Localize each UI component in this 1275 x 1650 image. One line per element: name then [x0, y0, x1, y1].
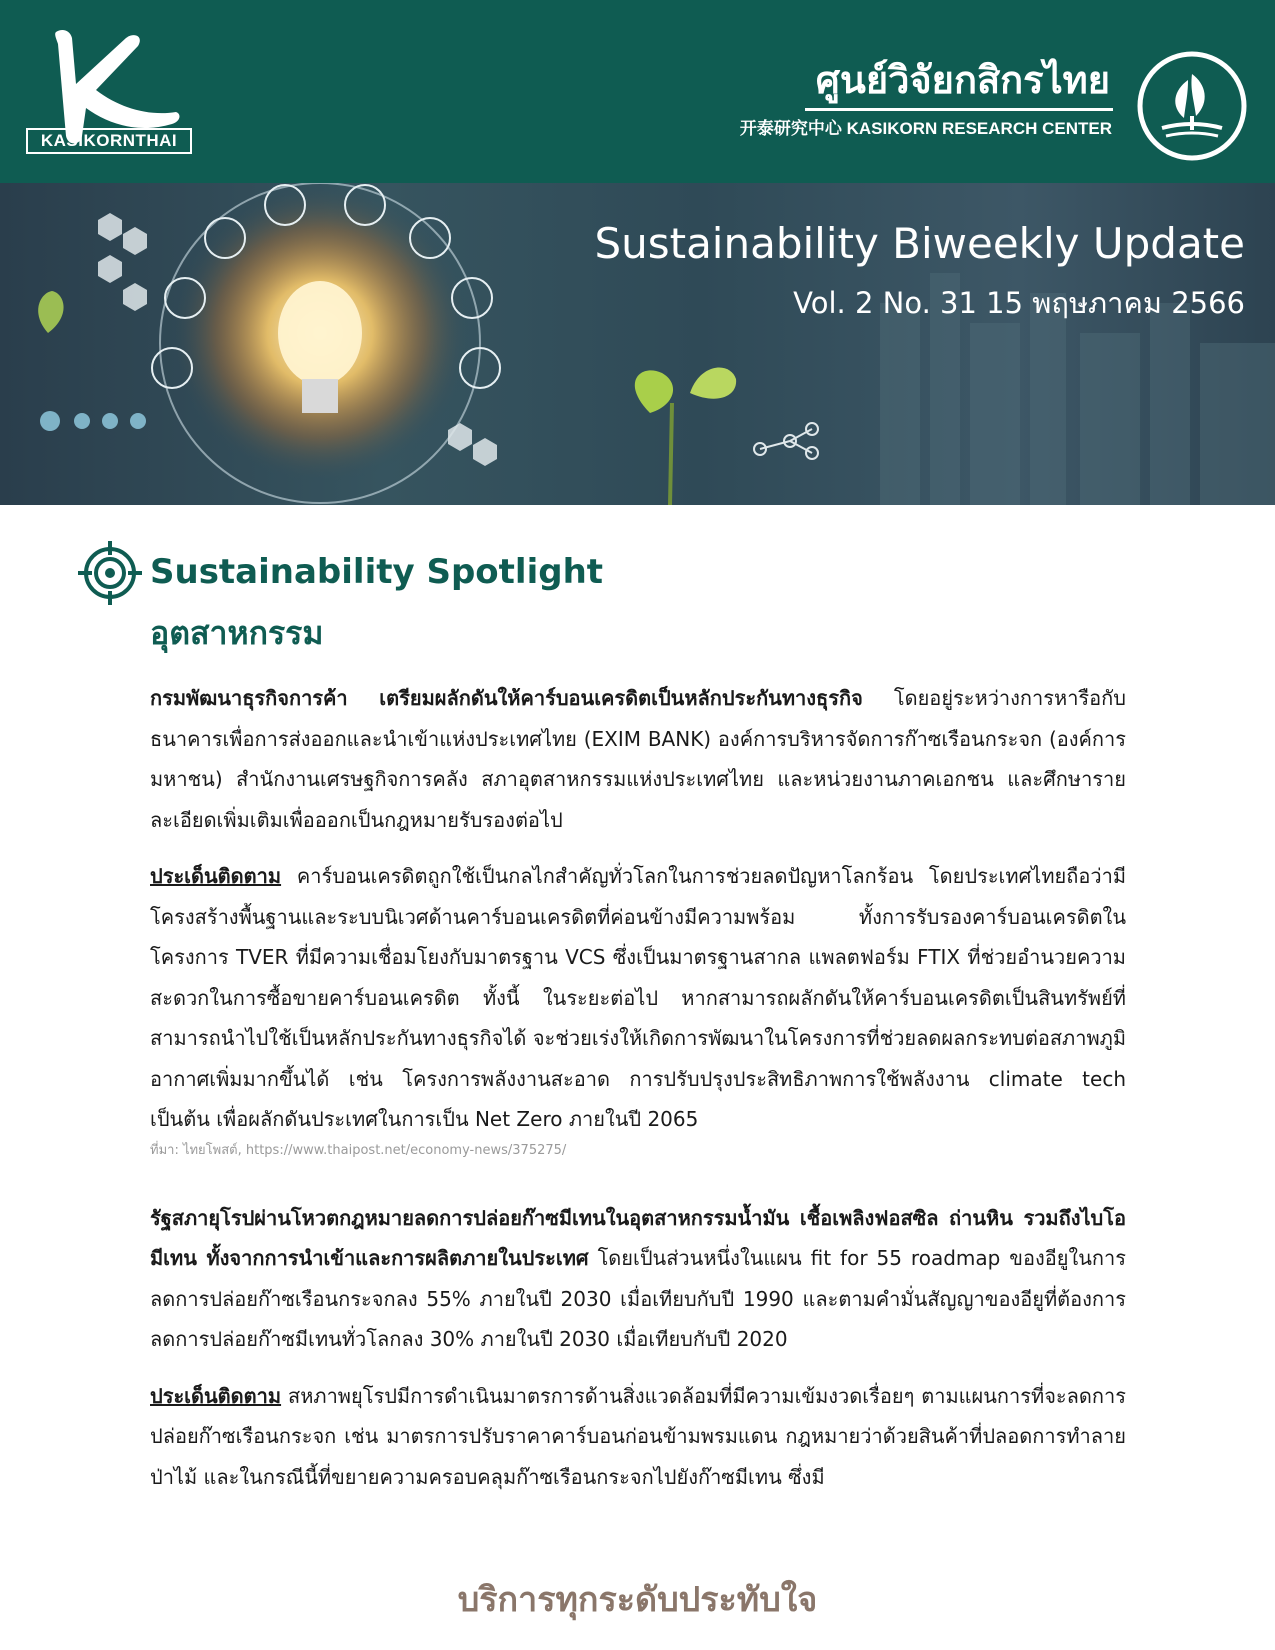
section-heading: Sustainability Spotlight: [150, 552, 604, 592]
kasikornthai-wordmark: KASIKORNTHAI: [26, 128, 192, 154]
article-body: โดยเป็นส่วนหนึ่งในแผน fit for 55 roadmap ของอียูในการลดการปล่อยก๊าซเรือนกระจกลง 55% ภายในปี 2030 เมื่อเทียบกับปี 1990 และตามคำมั่นสัญญาของอียูที่ต้องการลดการปล่อยก๊าซมีเทนทั่วโลกลง 30% ภายในปี 2030 เมื่อเทียบกับปี 2020: [150, 1246, 1127, 1351]
article-paragraph: [150, 1198, 1126, 1360]
target-icon: [78, 541, 142, 605]
article-source: ที่มา: ไทยโพสต์, https://www.thaipost.net/economy-news/375275/: [150, 1142, 567, 1158]
watch-paragraph: [150, 856, 1126, 1140]
issue-info: Vol. 2 No. 31 15 พฤษภาคม 2566: [793, 286, 1245, 320]
watch-label: ประเด็นติดตาม: [150, 1383, 282, 1408]
research-center-thai-name: ศูนย์วิจัยกสิกรไทย: [815, 58, 1110, 102]
watch-label: ประเด็นติดตาม: [150, 864, 282, 888]
kasikorn-research-emblem: [1136, 50, 1248, 162]
article-body: โดยอยู่ระหว่างการหารือกับธนาคารเพื่อการส่งออกและนำเข้าแห่งประเทศไทย (EXIM BANK) องค์การบริหารจัดการก๊าซเรือนกระจก (องค์การมหาชน) สำนักงานเศรษฐกิจการคลัง สภาอุตสาหกรรมแห่งประเทศไทย และหน่วยงานภาคเอกชน และศึกษารายละเอียดเพิ่มเติมเพื่อออกเป็นกฎหมายรับรองต่อไป: [150, 686, 1126, 832]
watch-paragraph: [150, 1376, 1126, 1498]
footer-slogan: บริการทุกระดับประทับใจ: [457, 1580, 818, 1620]
watch-text: สหภาพยุโรปมีการดำเนินมาตรการด้านสิ่งแวดล้อมที่มีความเข้มงวดเรื่อยๆ ตามแผนการที่จะลดการปล่อยก๊าซเรือนกระจก เช่น มาตรการปรับราคาคาร์บอนก่อนข้ามพรมแดน กฎหมายว่าด้วยสินค้าที่ปลอดการทำลายป่าไม้ และในกรณีนี้ที่ขยายความครอบคลุมก๊าซเรือนกระจกไปยังก๊าซมีเทน ซึ่งมี: [150, 1383, 1126, 1489]
research-center-divider: [805, 108, 1113, 111]
research-center-english-name: 开泰研究中心 KASIKORN RESEARCH CENTER: [739, 119, 1112, 138]
article-headline: กรมพัฒนาธุรกิจการค้า เตรียมผลักดันให้คาร์บอนเครดิตเป็นหลักประกันทางธุรกิจ: [150, 686, 863, 710]
article-headline: รัฐสภายุโรปผ่านโหวตกฎหมายลดการปล่อยก๊าซมีเทนในอุตสาหกรรมน้ำมัน เชื้อเพลิงฟอสซิล ถ่านหิน รวมถึงไบโอมีเทน ทั้งจากการนำเข้าและการผลิตภายในประเทศ: [150, 1205, 1126, 1270]
article: [150, 1198, 1126, 1498]
watch-text: คาร์บอนเครดิตถูกใช้เป็นกลไกสำคัญทั่วโลกในการช่วยลดปัญหาโลกร้อน โดยประเทศไทยถือว่ามีโครงสร้างพื้นฐานและระบบนิเวศด้านคาร์บอนเครดิตที่ค่อนข้างมีความพร้อม ทั้งการรับรองคาร์บอนเครดิตในโครงการ TVER ที่มีความเชื่อมโยงกับมาตรฐาน VCS ซึ่งเป็นมาตรฐานสากล แพลตฟอร์ม FTIX ที่ช่วยอำนวยความสะดวกในการซื้อขายคาร์บอนเครดิต ทั้งนี้ ในระยะต่อไป หากสามารถผลักดันให้คาร์บอนเครดิตเป็นสินทรัพย์ที่สามารถนำไปใช้เป็นหลักประกันทางธุรกิจได้ จะช่วยเร่งให้เกิดการพัฒนาในโครงการที่ช่วยลดผลกระทบต่อสภาพภูมิอากาศเพิ่มมากขึ้นได้ เช่น โครงการพลังงานสะอาด การปรับปรุงประสิทธิภาพการใช้พลังงาน climate tech เป็นต้น เพื่อผลักดันประเทศในการเป็น Net Zero ภายในปี 2065: [150, 864, 1126, 1131]
header-bar: [0, 0, 1275, 183]
article-list: [150, 678, 1126, 1497]
section-category: อุตสาหกรรม: [150, 614, 324, 652]
article: [150, 678, 1126, 1162]
newsletter-title: Sustainability Biweekly Update: [594, 219, 1245, 268]
article-paragraph: [150, 678, 1126, 840]
hero-banner: [0, 183, 1275, 505]
